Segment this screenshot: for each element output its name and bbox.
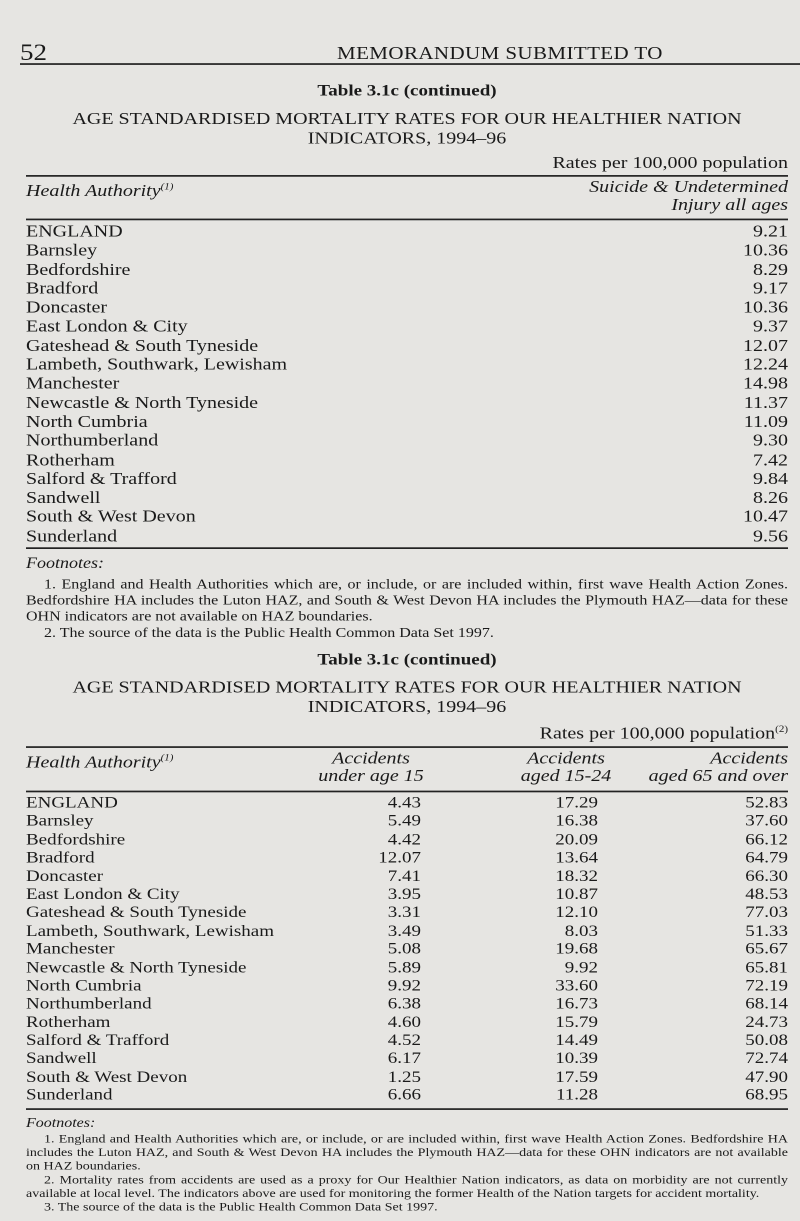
accidents-15-24: 17.59: [555, 1067, 598, 1086]
table-row: [26, 374, 788, 393]
accidents-65-plus: 47.90: [745, 1067, 788, 1086]
accidents-under-15: 5.08: [387, 940, 421, 959]
authority-name: Salford & Trafford: [26, 469, 177, 489]
table-row: [26, 241, 788, 260]
suicide-rate: 12.07: [743, 336, 788, 355]
table2-header-under15: [281, 750, 461, 786]
table-row: [26, 1013, 788, 1031]
accidents-15-24: 33.60: [555, 976, 598, 995]
authority-name: Newcastle & North Tyneside: [26, 958, 247, 977]
accidents-65-plus: 68.14: [745, 994, 788, 1013]
authority-name: Lambeth, Southwark, Lewisham: [26, 355, 288, 375]
header-rule: [20, 63, 800, 65]
table1-header-authority-text: Health Authority: [26, 181, 161, 201]
table2-top-rule: [26, 746, 788, 748]
suicide-rate: 14.98: [743, 374, 788, 394]
table-row: [26, 958, 788, 976]
table2-bottom-rule: [26, 1108, 788, 1110]
table-row: [26, 336, 788, 355]
authority-name: Northumberland: [26, 431, 159, 451]
table1-header-rule: [26, 219, 788, 221]
suicide-rate: 8.26: [753, 488, 788, 508]
accidents-15-24: 16.73: [555, 994, 598, 1013]
accidents-65-plus: 72.19: [745, 976, 788, 995]
table-row: [26, 393, 788, 412]
accidents-65-plus: 24.73: [745, 1013, 788, 1032]
accidents-65-plus: 48.53: [745, 885, 788, 904]
authority-name: Bedfordshire: [26, 830, 126, 849]
accidents-under-15: 4.60: [387, 1013, 421, 1032]
authority-name: Northumberland: [26, 994, 152, 1013]
accidents-under-15: 4.43: [387, 794, 421, 812]
accidents-65-plus: 64.79: [745, 848, 788, 867]
table-row: [26, 317, 788, 336]
authority-name: Sunderland: [26, 1086, 113, 1105]
table2-header-authority-text: Health Authority: [26, 752, 161, 772]
authority-name: Gateshead & South Tyneside: [26, 336, 259, 355]
authority-name: North Cumbria: [26, 976, 142, 995]
authority-name: Doncaster: [26, 867, 104, 886]
accidents-15-24: 15.79: [555, 1013, 598, 1032]
table-row: [26, 431, 788, 450]
footnote: 1. England and Health Authorities which are, or include, or are included within, first wave Health Action Zones. Bedfordshire HA includes the Luton HAZ, and South & West Devon HA includes the Plymouth HAZ—data for these OHN indicators are not available on HAZ boundaries.: [26, 1132, 788, 1173]
table1-section: [26, 81, 788, 546]
accidents-under-15: 6.17: [387, 1049, 421, 1068]
accidents-15-24: 10.87: [555, 885, 598, 904]
accidents-15-24: 17.29: [555, 794, 598, 812]
suicide-rate: 10.47: [743, 507, 788, 527]
table-row: [26, 260, 788, 279]
footnote: 1. England and Health Authorities which are, or include, or are included within, first wave Health Action Zones. Bedfordshire HA includes the Luton HAZ, and South & West Devon HA includes the Plymouth HAZ—data for these OHN indicators are not available on HAZ boundaries.: [26, 577, 788, 625]
authority-name: Bedfordshire: [26, 260, 131, 279]
table2-label: Table 3.1c (continued): [317, 650, 497, 669]
accidents-65-plus: 52.83: [745, 794, 788, 812]
accidents-under-15: 7.41: [387, 867, 421, 886]
accidents-15-24: 10.39: [555, 1049, 598, 1068]
accidents-under-15: 6.38: [387, 994, 421, 1013]
table-row: [26, 849, 788, 867]
table1-title-line1: AGE STANDARDISED MORTALITY RATES FOR OUR HEALTHIER NATION: [72, 109, 742, 129]
authority-name: Lambeth, Southwark, Lewisham: [26, 921, 275, 940]
authority-name: Manchester: [26, 374, 120, 394]
accidents-15-24: 14.49: [555, 1031, 598, 1050]
table2-header-15to24-line2: aged 15-24: [520, 766, 612, 786]
running-head: [20, 36, 800, 67]
table-row: [26, 885, 788, 903]
accidents-under-15: 5.49: [387, 812, 421, 831]
table2-body: [26, 794, 788, 1104]
table-row: [26, 1050, 788, 1068]
accidents-15-24: 20.09: [555, 830, 598, 849]
table-row: [26, 508, 788, 527]
table2-title-line2: INDICATORS, 1994–96: [307, 697, 507, 717]
table2-body-section: [26, 791, 788, 1105]
table-row: [26, 977, 788, 995]
accidents-15-24: 18.32: [555, 867, 598, 886]
running-title: MEMORANDUM SUBMITTED TO: [337, 42, 663, 64]
suicide-rate: 9.84: [753, 469, 788, 489]
table-row: [26, 1068, 788, 1086]
accidents-15-24: 13.64: [555, 848, 598, 867]
table2-footnotes-title: Footnotes:: [26, 1115, 96, 1131]
table2-rates-note-text: Rates per 100,000 population: [539, 724, 776, 743]
footnote: 3. The source of the data is the Public Health Common Data Set 1997.: [44, 1201, 438, 1214]
table1-bottom-rule: [26, 547, 788, 549]
accidents-65-plus: 65.81: [745, 958, 788, 977]
table2-header-65plus: [649, 750, 788, 786]
suicide-rate: 12.24: [743, 355, 788, 375]
table1-header-authority: [26, 178, 173, 200]
suicide-rate: 9.21: [753, 221, 788, 241]
table2-rates-note: [540, 724, 788, 744]
authority-name: Rotherham: [26, 1013, 111, 1032]
table-row: [26, 867, 788, 885]
accidents-under-15: 3.95: [387, 885, 421, 904]
table1-header-suicide-line2: Injury all ages: [671, 195, 788, 215]
accidents-65-plus: 50.08: [745, 1031, 788, 1050]
table1-title-line2: INDICATORS, 1994–96: [307, 128, 507, 148]
accidents-65-plus: 51.33: [745, 921, 788, 940]
suicide-rate: 8.29: [753, 260, 788, 279]
table2-title-line1: AGE STANDARDISED MORTALITY RATES FOR OUR HEALTHIER NATION: [72, 677, 742, 697]
accidents-under-15: 9.92: [387, 976, 421, 995]
accidents-65-plus: 37.60: [745, 812, 788, 831]
accidents-15-24: 16.38: [555, 812, 598, 831]
authority-name: Bradford: [26, 848, 95, 867]
table1-header-suicide: [589, 178, 788, 214]
suicide-rate: 10.36: [743, 241, 788, 260]
accidents-15-24: 19.68: [555, 940, 598, 959]
table-row: [26, 355, 788, 374]
table1-footnotes-title: Footnotes:: [26, 554, 104, 572]
authority-name: North Cumbria: [26, 412, 148, 432]
suicide-rate: 11.09: [743, 412, 788, 432]
authority-name: Manchester: [26, 940, 115, 959]
authority-name: Gateshead & South Tyneside: [26, 903, 247, 922]
accidents-under-15: 1.25: [387, 1067, 421, 1086]
table2-footnotes: [26, 1117, 788, 1215]
page-number: 52: [20, 39, 47, 65]
suicide-rate: 9.56: [753, 526, 788, 546]
authority-name: East London & City: [26, 885, 180, 904]
accidents-15-24: 12.10: [555, 903, 598, 922]
authority-name: ENGLAND: [26, 794, 118, 812]
table-row: [26, 940, 788, 958]
table2-header-authority-ref: (1): [160, 753, 174, 764]
table-row: [26, 1086, 788, 1104]
accidents-under-15: 6.66: [387, 1086, 421, 1105]
footnote: 2. Mortality rates from accidents are used as a proxy for Our Healthier Nation indicators, as data on morbidity are not currently available at local level. The indicators above are used for monitoring the former Health of the Nation targets for accident mortality.: [26, 1173, 788, 1201]
table-row: [26, 794, 788, 812]
authority-name: Rotherham: [26, 450, 115, 470]
table-row: [26, 1031, 788, 1049]
table1-footnotes: [26, 555, 788, 641]
authority-name: Sandwell: [26, 1049, 97, 1068]
authority-name: East London & City: [26, 317, 188, 336]
footnote: 2. The source of the data is the Public Health Common Data Set 1997.: [44, 625, 494, 641]
suicide-rate: 11.37: [743, 393, 788, 413]
table2-header-under15-line2: under age 15: [318, 766, 424, 786]
accidents-under-15: 5.89: [387, 958, 421, 977]
table1-header-authority-ref: (1): [160, 181, 174, 193]
table-row: [26, 922, 788, 940]
table-row: [26, 489, 788, 508]
table-row: [26, 450, 788, 469]
accidents-15-24: 11.28: [555, 1086, 598, 1105]
table2-header-15to24: [481, 750, 651, 786]
table-row: [26, 222, 788, 241]
accidents-65-plus: 68.95: [745, 1086, 788, 1105]
table2-rates-note-ref: (2): [775, 724, 788, 735]
authority-name: Barnsley: [26, 241, 98, 260]
authority-name: Newcastle & North Tyneside: [26, 393, 259, 413]
table2-title: [26, 678, 788, 717]
table-row: [26, 812, 788, 830]
table1-top-rule: [26, 175, 788, 177]
table-row: [26, 527, 788, 546]
table-row: [26, 469, 788, 488]
table2-header-rule: [26, 791, 788, 793]
accidents-65-plus: 66.30: [745, 867, 788, 886]
authority-name: Doncaster: [26, 298, 108, 317]
table2-header-65plus-line2: aged 65 and over: [648, 766, 788, 786]
suicide-rate: 9.17: [753, 279, 788, 298]
accidents-15-24: 9.92: [564, 958, 598, 977]
authority-name: South & West Devon: [26, 1067, 188, 1086]
table-row: [26, 412, 788, 431]
authority-name: Sandwell: [26, 488, 101, 508]
table1-title: [26, 109, 788, 148]
authority-name: Bradford: [26, 279, 99, 298]
table-row: [26, 298, 788, 317]
accidents-under-15: 4.52: [387, 1031, 421, 1050]
table2-header-15to24-line1: Accidents: [527, 748, 605, 768]
accidents-under-15: 3.49: [387, 921, 421, 940]
accidents-under-15: 12.07: [378, 848, 421, 867]
authority-name: Barnsley: [26, 812, 94, 831]
accidents-under-15: 3.31: [387, 903, 421, 922]
accidents-65-plus: 77.03: [745, 903, 788, 922]
table-row: [26, 279, 788, 298]
accidents-65-plus: 72.74: [745, 1049, 788, 1068]
table1-header-suicide-line1: Suicide & Undetermined: [589, 177, 788, 197]
table1-rates-note: Rates per 100,000 population: [552, 153, 788, 173]
accidents-under-15: 4.42: [387, 830, 421, 849]
table2-header-under15-line1: Accidents: [332, 748, 410, 768]
table-row: [26, 904, 788, 922]
table-row: [26, 831, 788, 849]
suicide-rate: 9.37: [753, 317, 788, 336]
suicide-rate: 7.42: [753, 450, 788, 470]
authority-name: ENGLAND: [26, 221, 123, 241]
table2-header-65plus-line1: Accidents: [710, 748, 788, 768]
accidents-65-plus: 65.67: [745, 940, 788, 959]
table-row: [26, 995, 788, 1013]
suicide-rate: 10.36: [743, 298, 788, 317]
suicide-rate: 9.30: [753, 431, 788, 451]
table1-label: Table 3.1c (continued): [317, 81, 497, 100]
authority-name: South & West Devon: [26, 507, 196, 527]
authority-name: Salford & Trafford: [26, 1031, 170, 1050]
accidents-65-plus: 66.12: [745, 830, 788, 849]
accidents-15-24: 8.03: [564, 921, 598, 940]
authority-name: Sunderland: [26, 526, 118, 546]
table1-body: [26, 222, 788, 546]
table2-header-authority: [26, 750, 173, 772]
